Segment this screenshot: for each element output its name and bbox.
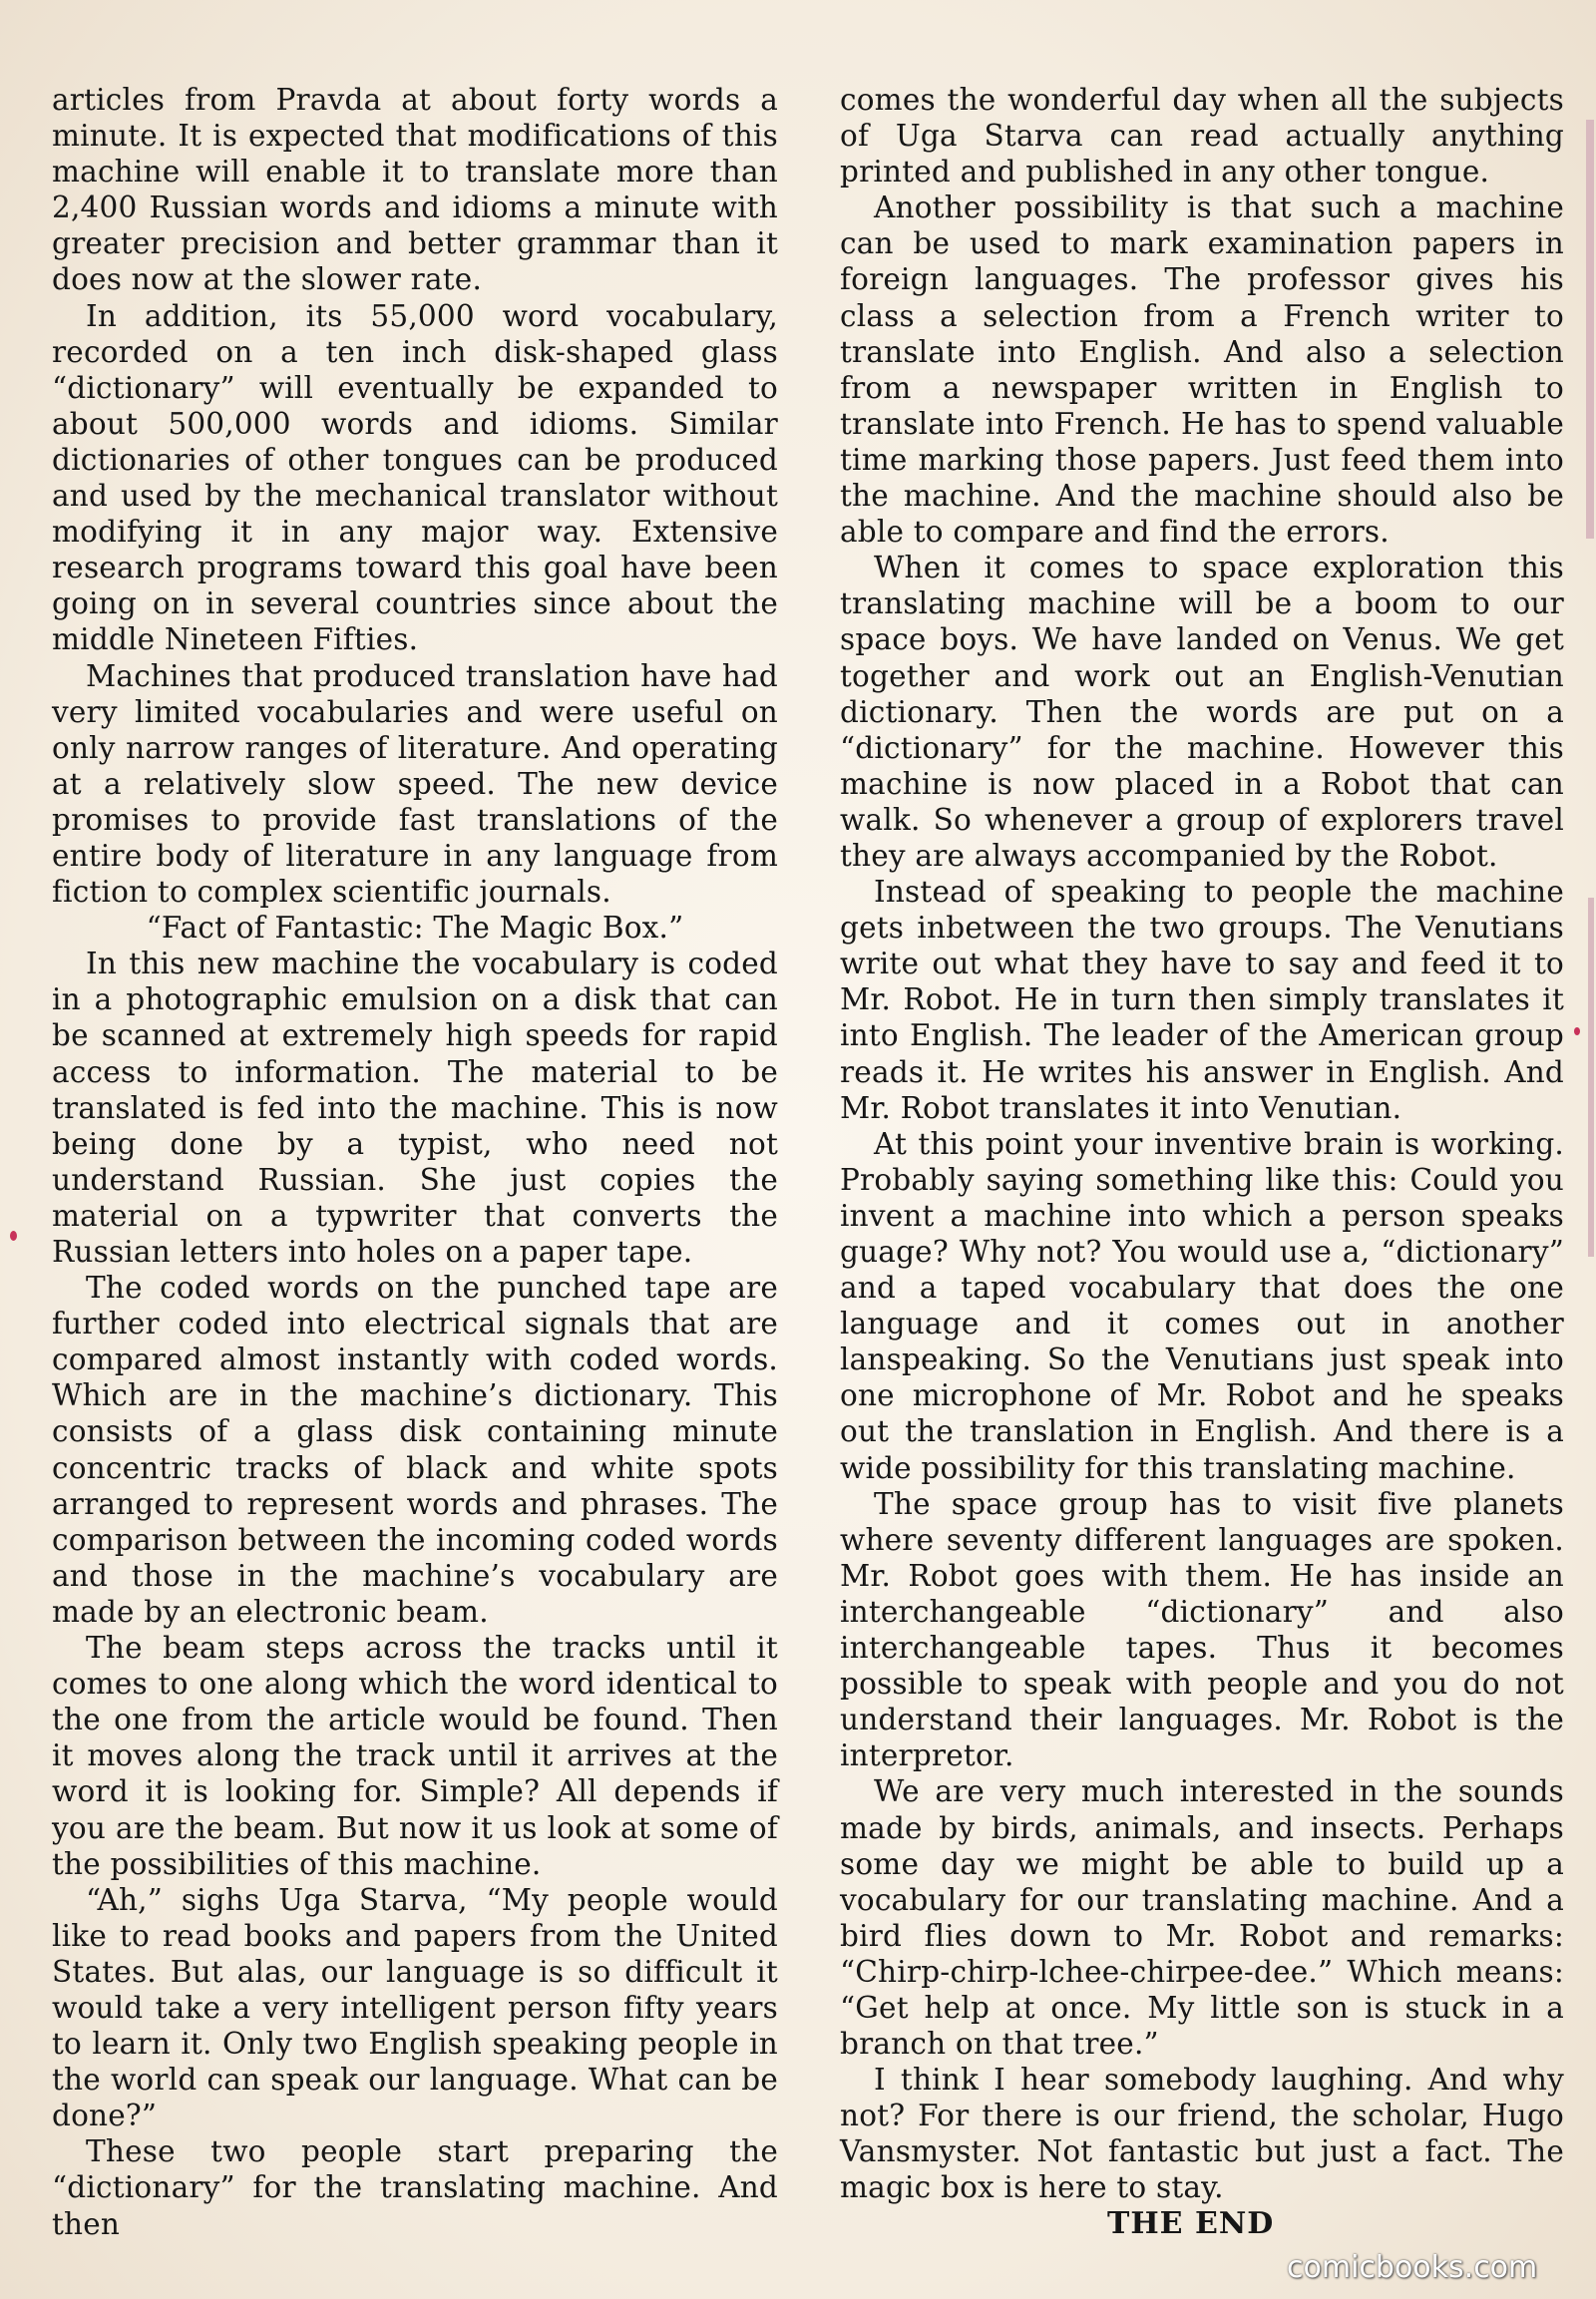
page-edge-mark (1586, 120, 1594, 539)
watermark-logo: comicbooks.com (1287, 2250, 1538, 2285)
paragraph-8: These two people start preparing the “dictionary” for the translating machine. And then (52, 2134, 778, 2241)
paragraph-5: The coded words on the punched tape are further coded into electrical signals that are compared almost instantly with coded words. Which are in the machine’s dictionary. This consists of a glass disk containing minute concentric tracks of black and white spots arranged to represent words and phrases. The comparison between the incoming coded words and those in the machine’s vocabulary are made by an electronic beam. (52, 1271, 778, 1629)
ink-speck (1574, 1027, 1580, 1035)
paragraph-2: In addition, its 55,000 word vocabulary, recorded on a ten inch disk-shaped glass “dictionary” will eventually be expanded to about 500,000 words and idioms. Similar dictionaries of other tongues can be produced and used by the mechanical translator without modifying it in any major way. Extensive research programs toward this goal have been going on in several countries since about the middle Nineteen Fifties. (52, 298, 778, 657)
paragraph-6: The beam steps across the tracks until it comes to one along which the word identical to the one from the article would be found. Then it moves along the track until it arrives at the word it is looking for. Simple? All depends if you are the beam. But now it us look at some of the possibilities of this machine. (52, 1631, 778, 1881)
the-end-label: THE END (1107, 2206, 1275, 2241)
left-column (52, 82, 778, 2242)
paragraph-9: comes the wonderful day when all the subjects of Uga Starva can read actually anything printed and published in any other tongue. (840, 83, 1564, 190)
paragraph-15: We are very much interested in the sounds made by birds, animals, and insects. Perhaps some day we might be able to build up a vocabulary for our translating machine. And a bird flies down to Mr. Robot and remarks: “Chirp-chirp-lchee-chirpee-dee.” Which means: “Get help at once. My little son is stuck in a branch on that tree.” (840, 1774, 1564, 2062)
ink-speck (10, 1231, 17, 1241)
paragraph-16: I think I hear somebody laughing. And why not? For there is our friend, the scholar, Hugo Vansmyster. Not fantastic but just a fact. The magic box is here to stay. (840, 2063, 1564, 2205)
paragraph-3: Machines that produced translation have had very limited vocabularies and were useful on only narrow ranges of literature. And operating at a relatively slow speed. The new device promises to provide fast translations of the entire body of literature in any language from fiction to complex scientific journals. (52, 658, 778, 910)
paragraph-1: articles from Pravda at about forty words a minute. It is expected that modifications of this machine will enable it to translate more than 2,400 Russian words and idioms a minute with greater precision and better grammar than it does now at the slower rate. (52, 83, 778, 297)
page-edge-mark (1588, 898, 1594, 1257)
quoted-title: “Fact of Fantastic: The Magic Box.” (146, 911, 684, 946)
paragraph-7: “Ah,” sighs Uga Starva, “My people would like to read books and papers from the United States. But alas, our language is so difficult it would take a very intelligent person fifty years to learn it. Only two English speaking people in the world can speak our language. What can be done?” (52, 1882, 778, 2133)
paragraph-10: Another possibility is that such a machine can be used to mark examination papers in foreign languages. The professor gives his class a selection from a French writer to translate into English. And also a selection from a newspaper written in English to translate into French. He has to spend valuable time marking those papers. Just feed them into the machine. And the machine should also be able to compare and find the errors. (840, 191, 1564, 550)
paragraph-11: When it comes to space exploration this translating machine will be a boom to our space boys. We have landed on Venus. We get together and work out an English-Venutian dictionary. Then the words are put on a “dictionary” for the machine. However this machine is now placed in a Robot that can walk. So whenever a group of explorers travel they are always accompanied by the Robot. (840, 551, 1564, 873)
paragraph-13: At this point your inventive brain is working. Probably saying something like this: Could you invent a machine into which a person speaks guage? Why not? You would use a, “dictionary” and a taped vocabulary that does the one language and it comes out in another lanspeaking. So the Venutians just speak into one microphone of Mr. Robot and he speaks out the translation in English. And there is a wide possibility for this translating machine. (840, 1126, 1564, 1485)
right-column (840, 82, 1564, 2206)
paragraph-12: Instead of speaking to people the machine gets inbetween the two groups. The Venutians write out what they have to say and feed it to Mr. Robot. He in turn then simply translates it into English. The leader of the American group reads it. He writes his answer in English. And Mr. Robot translates it into Venutian. (840, 875, 1564, 1125)
paragraph-14: The space group has to visit five planets where seventy different languages are spoken. Mr. Robot goes with them. He has inside an interchangeable “dictionary” and also interchangeable tapes. Thus it becomes possible to speak with people and you do not understand their languages. Mr. Robot is the interpretor. (840, 1486, 1564, 1773)
paragraph-4: In this new machine the vocabulary is coded in a photographic emulsion on a disk that can be scanned at extremely high speeds for rapid access to information. The material to be translated is fed into the machine. This is now being done by a typist, who need not understand Russian. She just copies the material on a typwriter that converts the Russian letters into holes on a paper tape. (52, 947, 778, 1269)
